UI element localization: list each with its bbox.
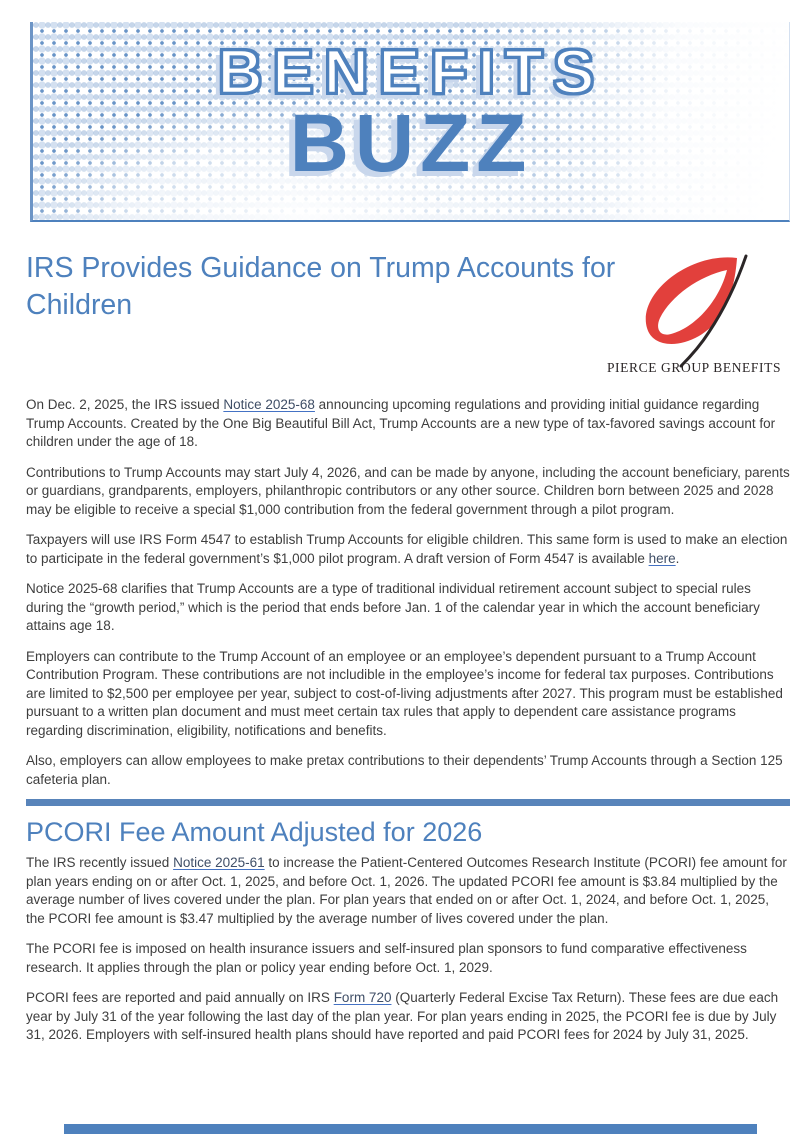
text-run: On Dec. 2, 2025, the IRS issued bbox=[26, 397, 224, 412]
text-run: (Quarterly Federal Excise Tax Return). These fees are due each year by July 31 of the year following the last day of the plan year. For plan years ending in 2025, the PCORI fee is due by July 31, 2026. Employers with self-insured health plans should have reported and paid PCORI fees for 2024 by July 31, 2025. bbox=[26, 990, 779, 1042]
text-run: to increase the Patient-Centered Outcomes Research Institute (PCORI) fee amount for plan years ending on or after Oct. 1, 2025, and before Oct. 1, 2026. The updated PCORI fee amount is $3.84 multiplied by the average number of lives covered under the plan. For plan years that ended on or after Oct. 1, 2024, and before Oct. 1, 2025, the PCORI fee amount is $3.47 multiplied by the average number of lives covered under the plan. bbox=[26, 855, 787, 926]
text-run: The IRS recently issued bbox=[26, 855, 174, 870]
text-run: Employers can contribute to the Trump Account of an employee or an employee’s dependent pursuant to a Trump Account Contribution Program. These contributions are not includible in the employee’s income for federal tax purposes. Contributions are limited to $2,500 per employee per year, subject to cost-of-living adjustments after 2027. This program must be established pursuant to a written plan document and must meet certain tax rules that apply to dependent care assistance programs regarding discrimination, eligibility, notifications and benefits. bbox=[26, 648, 783, 738]
paragraph bbox=[26, 854, 790, 928]
paragraph bbox=[26, 752, 790, 789]
text-run: The PCORI fee is imposed on health insurance issuers and self-insured plan sponsors to fund comparative effectiveness research. It applies through the plan or policy year ending before Oct. 1, 2029. bbox=[26, 941, 747, 975]
paragraph bbox=[26, 940, 790, 977]
text-run: announcing upcoming regulations and providing initial guidance regarding Trump Accounts. Created by the One Big Beautiful Bill Act, Trump Accounts are a new type of tax-favored savings account for children under the age of 18. bbox=[26, 397, 776, 449]
text-run: Notice 2025-68 clarifies that Trump Accounts are a type of traditional individual retirement account subject to special rules during the “growth period,” which is the period that ends before Jan. 1 of the calendar year in which the account beneficiary attains age 18. bbox=[26, 581, 760, 633]
benefits-wordmark: BENEFITS bbox=[217, 38, 605, 107]
section-divider bbox=[26, 799, 790, 806]
text-run: Taxpayers will use IRS Form 4547 to establish Trump Accounts for eligible children. This same form is used to make an election to participate in the federal government’s $1,000 pilot program. A draft version of Form 4547 is available bbox=[26, 532, 788, 566]
footer-bar bbox=[64, 1124, 757, 1134]
link-notice-2025-61[interactable]: Notice 2025-61 bbox=[173, 855, 265, 870]
link-notice-2025-68[interactable]: Notice 2025-68 bbox=[223, 397, 315, 412]
paragraph bbox=[26, 580, 790, 636]
paragraph bbox=[26, 648, 790, 741]
article-title-pcori-fee: PCORI Fee Amount Adjusted for 2026 bbox=[26, 817, 483, 847]
content-column bbox=[26, 396, 790, 1045]
link-form-720[interactable]: Form 720 bbox=[333, 990, 392, 1005]
text-run: PCORI fees are reported and paid annually on IRS bbox=[26, 990, 334, 1005]
masthead bbox=[30, 22, 790, 222]
paragraph bbox=[26, 396, 790, 452]
buzz-wordmark: BUZZ bbox=[289, 98, 533, 189]
link-here[interactable]: here bbox=[648, 550, 676, 566]
text-run: Contributions to Trump Accounts may start July 4, 2026, and can be made by anyone, including the account beneficiary, parents or guardians, grandparents, employers, philanthropic contributors or any other source. Children born between 2025 and 2028 may be eligible to receive a special $1,000 contribution from the federal government through a pilot program. bbox=[26, 464, 790, 517]
article-body-pcori-fee bbox=[26, 854, 790, 1045]
logo-wordmark: PIERCE GROUP BENEFITS bbox=[606, 360, 782, 375]
logo-swoosh-icon bbox=[619, 256, 769, 368]
article-title-trump-accounts: IRS Provides Guidance on Trump Accounts for Children bbox=[26, 252, 616, 321]
masthead-wordmark bbox=[33, 22, 789, 220]
article-body-trump-accounts bbox=[26, 396, 790, 789]
text-run: . bbox=[675, 550, 680, 566]
paragraph bbox=[26, 989, 790, 1045]
paragraph bbox=[26, 531, 790, 568]
paragraph bbox=[26, 464, 790, 520]
text-run: Also, employers can allow employees to make pretax contributions to their dependents’ Trump Accounts through a Section 125 cafeteria plan. bbox=[26, 753, 783, 787]
pierce-group-benefits-logo bbox=[596, 256, 792, 376]
